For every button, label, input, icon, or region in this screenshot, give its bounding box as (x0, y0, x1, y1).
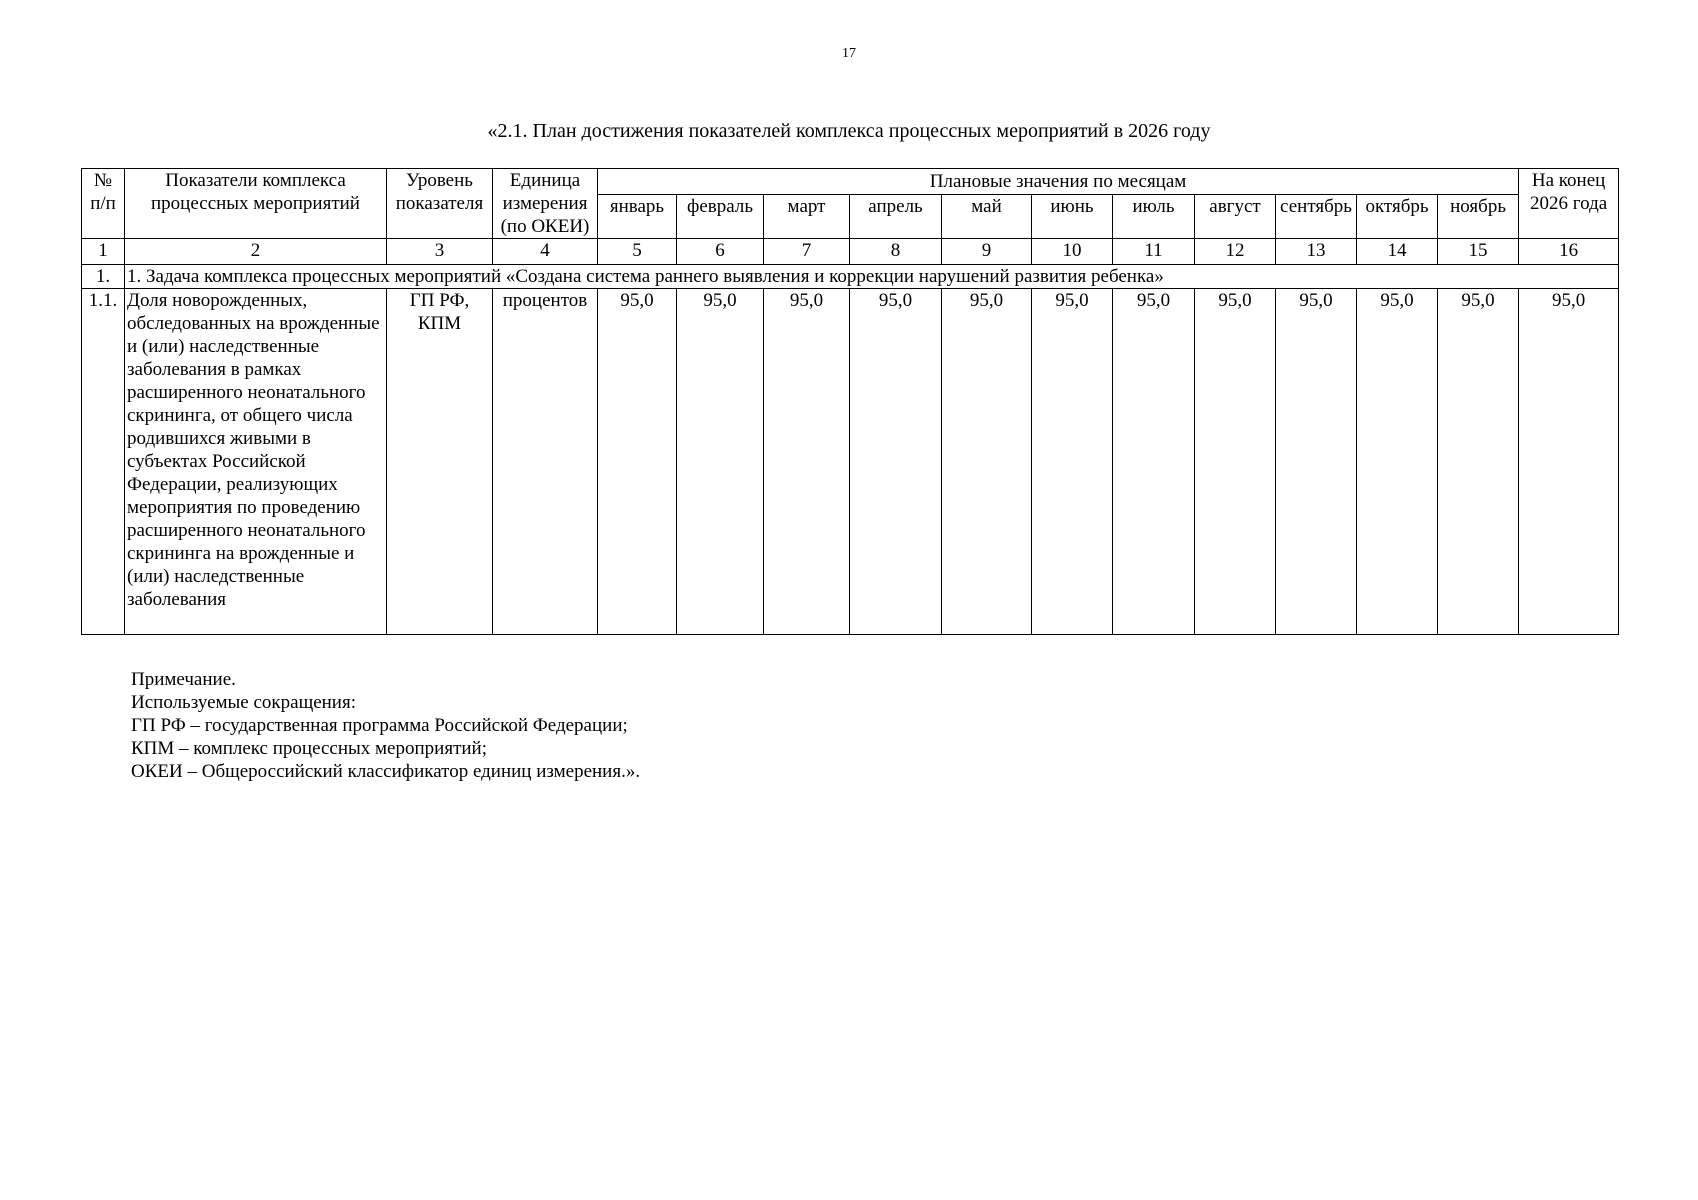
column-number: 10 (1032, 239, 1113, 265)
row-value: 95,0 (850, 289, 942, 635)
header-num: № п/п (82, 169, 125, 239)
abbreviation-item: КПМ – комплекс процессных мероприятий; (131, 738, 487, 759)
row-value: 95,0 (1032, 289, 1113, 635)
row-end-value: 95,0 (1519, 289, 1619, 635)
abbreviation-item: ОКЕИ – Общероссийский классификатор единиц измерения.». (131, 761, 641, 782)
row-value: 95,0 (1113, 289, 1195, 635)
column-number: 15 (1438, 239, 1519, 265)
row-value: 95,0 (1438, 289, 1519, 635)
abbreviations-heading: Используемые сокращения: (131, 692, 356, 713)
header-level: Уровень показателя (387, 169, 493, 239)
abbreviation-item: ГП РФ – государственная программа Российской Федерации; (131, 715, 628, 736)
row-value: 95,0 (1195, 289, 1276, 635)
notes-heading: Примечание. (131, 669, 236, 690)
header-monthly-group: Плановые значения по месяцам (598, 169, 1519, 195)
column-number: 16 (1519, 239, 1619, 265)
column-number: 1 (82, 239, 125, 265)
indicator-row (82, 289, 1619, 635)
header-unit: Единица измерения (по ОКЕИ) (493, 169, 598, 239)
row-value: 95,0 (1357, 289, 1438, 635)
column-number: 9 (942, 239, 1032, 265)
header-month: январь (598, 195, 677, 239)
header-month: февраль (677, 195, 764, 239)
header-month: август (1195, 195, 1276, 239)
column-number: 3 (387, 239, 493, 265)
row-indicator: Доля новорожденных, обследованных на врожденные и (или) наследственные заболевания в рамках расширенного неонатального скрининга, от общего числа родившихся живыми в субъектах Российской Федерации, реализующих мероприятия по проведению расширенного неонатального скрининга на врожденные и (или) наследственные заболевания (125, 289, 387, 635)
task-num: 1. (82, 265, 125, 289)
column-number: 8 (850, 239, 942, 265)
task-text: 1. Задача комплекса процессных мероприятий «Создана система раннего выявления и коррекции нарушений развития ребенка» (125, 265, 1619, 289)
column-number: 4 (493, 239, 598, 265)
header-month: ноябрь (1438, 195, 1519, 239)
task-row (82, 265, 1619, 289)
column-number: 11 (1113, 239, 1195, 265)
header-row-top (82, 169, 1619, 195)
page-number: 17 (842, 46, 856, 61)
document-title: «2.1. План достижения показателей комплекса процессных мероприятий в 2026 году (487, 120, 1211, 142)
plan-table (81, 168, 1619, 635)
row-value: 95,0 (1276, 289, 1357, 635)
row-value: 95,0 (942, 289, 1032, 635)
column-number: 7 (764, 239, 850, 265)
notes-block (131, 668, 640, 783)
column-number: 13 (1276, 239, 1357, 265)
row-value: 95,0 (598, 289, 677, 635)
header-month: май (942, 195, 1032, 239)
row-level: ГП РФ, КПМ (387, 289, 493, 635)
column-number: 2 (125, 239, 387, 265)
header-end-of-year: На конец 2026 года (1519, 169, 1619, 239)
column-number-row (82, 239, 1619, 265)
column-number: 6 (677, 239, 764, 265)
column-number: 5 (598, 239, 677, 265)
header-month: апрель (850, 195, 942, 239)
header-indicator: Показатели комплекса процессных мероприятий (125, 169, 387, 239)
row-value: 95,0 (677, 289, 764, 635)
header-month: сентябрь (1276, 195, 1357, 239)
row-unit: процентов (493, 289, 598, 635)
header-month: июль (1113, 195, 1195, 239)
row-value: 95,0 (764, 289, 850, 635)
header-month: март (764, 195, 850, 239)
row-num: 1.1. (82, 289, 125, 635)
column-number: 12 (1195, 239, 1276, 265)
header-month: июнь (1032, 195, 1113, 239)
header-month: октябрь (1357, 195, 1438, 239)
column-number: 14 (1357, 239, 1438, 265)
